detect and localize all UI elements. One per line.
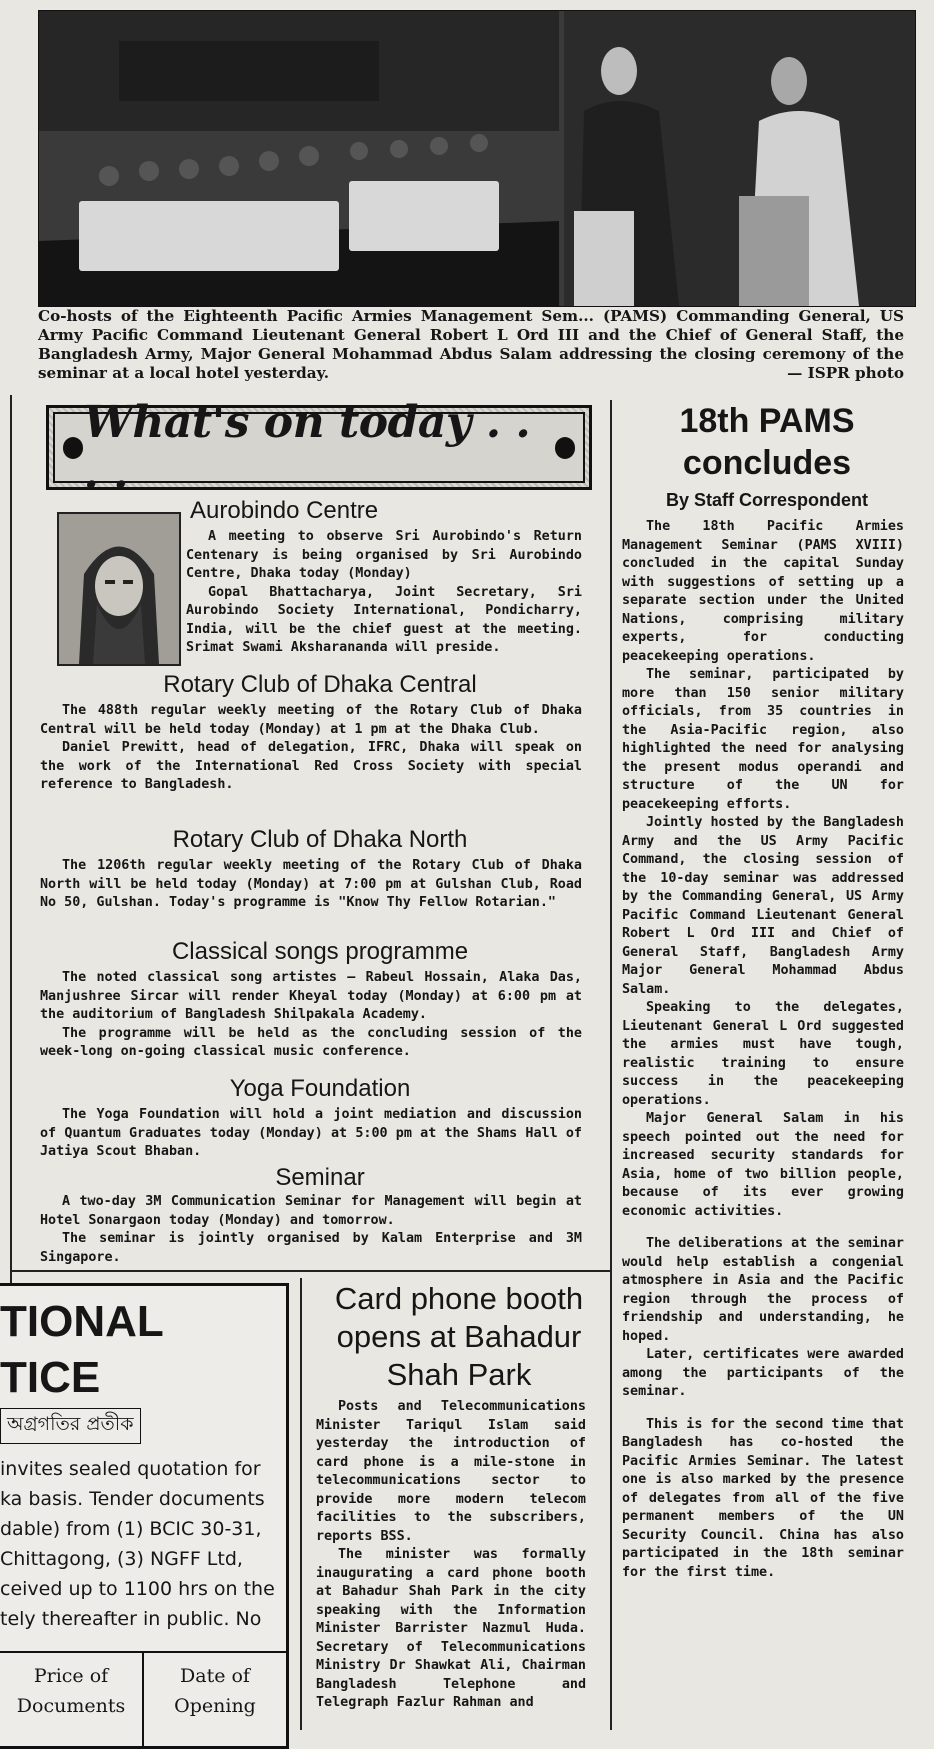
event-heading-yoga: Yoga Foundation <box>229 1075 411 1102</box>
article-paragraph: The minister was formally inaugurating a card phone booth at Bahadur Shah Park in the city speaking with the Information Minister Barrister Nazmul Huda. Secretary of Telecommunications Ministry Dr Shawkat Ali, Chairman Bangladesh Telephone and Telegraph Fazlur Rahman and <box>316 1547 586 1710</box>
article-paragraph: Speaking to the delegates, Lieutenant General L Ord suggested the armies must have tough, realistic training to ensure success in the peacekeeping operations. <box>622 1000 904 1108</box>
article-paragraph: Posts and Telecommunications Minister Tariqul Islam said yesterday the introduction of card phone is a mile-stone in telecommunications sector to provide more modern telecom facilities to the subscribers, reports BSS. <box>316 1399 586 1544</box>
event-body-yoga <box>40 1106 582 1162</box>
event-paragraph: A meeting to observe Sri Aurobindo's Return Centenary is being organised by Sri Aurobindo Centre, Dhaka today (Monday) <box>186 529 582 581</box>
pams-article-body <box>622 518 904 1582</box>
event-heading-seminar: Seminar <box>275 1164 365 1191</box>
event-body-seminar <box>40 1193 582 1267</box>
cardphone-article-body <box>316 1398 586 1713</box>
photo-credit: — ISPR photo <box>781 364 904 383</box>
left-edge-rule <box>10 395 12 1285</box>
pams-headline <box>622 400 912 484</box>
event-body-rotary-north <box>40 857 582 913</box>
notice-title-line1: TIONAL <box>0 1297 164 1346</box>
article-paragraph: This is for the second time that Bangladesh has co-hosted the Pacific Armies Seminar. The latest one is also marked by the presence of delegates from all of the five permanent members of the UN Security Council. China has also participated in the 18th seminar for the first time. <box>622 1416 904 1580</box>
section-rule <box>10 1270 610 1272</box>
event-body-classical <box>40 969 582 1062</box>
pams-headline-line1: 18th PAMS <box>679 402 855 440</box>
event-body-rotary-central <box>40 702 582 795</box>
notice-col-price: Price of Documents <box>16 1665 126 1717</box>
notice-line: invites sealed quotation for <box>0 1458 261 1480</box>
event-paragraph: Gopal Bhattacharya, Joint Secretary, Sri Aurobindo Society International, Pondicharry, India, will be the chief guest at the meeting. Srimat Swami Aksharananda will preside. <box>186 584 582 655</box>
photo-caption <box>38 307 904 383</box>
event-paragraph: The 488th regular weekly meeting of the Rotary Club of Dhaka Central will be held today (Monday) at 1 pm at the Dhaka Club. <box>40 703 582 737</box>
article-paragraph: The seminar, participated by more than 150 senior military officials, from 35 countries in the Asia-Pacific region, also highlighted the need for analysing the present modus operandi and structure of the UN for peacekeeping efforts. <box>622 667 904 812</box>
event-heading-rotary-north: Rotary Club of Dhaka North <box>172 826 468 853</box>
notice-line: tely thereafter in public. No <box>0 1608 262 1630</box>
caption-text: Co-hosts of the Eighteenth Pacific Armies Management Sem... (PAMS) Commanding General, US Army Pacific Command Lieutenant General Robert L Ord III and the Chief of General Staff, the Bangladesh Army, Major General Mohammad Abdus Salam addressing the closing ceremony of the seminar at a local hotel yesterday. <box>38 307 904 382</box>
article-paragraph: Major General Salam in his speech pointed out the need for increased security standards for Asia, home of two billion people, because of its ever growing economic activities. <box>622 1111 904 1219</box>
seminar-photo-illustration <box>39 11 915 306</box>
pams-headline-line2: concludes <box>682 444 852 482</box>
notice-table-header <box>0 1651 286 1748</box>
bullet-right-icon <box>555 437 575 459</box>
cardphone-headline: Card phone booth opens at Bahadur Shah Park <box>334 1281 584 1392</box>
seminar-photo <box>38 10 916 307</box>
event-heading-rotary-central: Rotary Club of Dhaka Central <box>163 671 477 698</box>
notice-bengali-tag: অগ্রগতির প্রতীক <box>0 1408 141 1444</box>
lower-column-divider <box>300 1278 302 1730</box>
notice-body <box>0 1454 286 1634</box>
portrait-illustration <box>59 514 179 664</box>
event-paragraph: The programme will be held as the concluding session of the week-long on-going classical music conference. <box>40 1025 582 1059</box>
notice-line: dable) from (1) BCIC 30-31, <box>0 1518 262 1540</box>
article-paragraph: Later, certificates were awarded among the participants of the seminar. <box>622 1347 904 1399</box>
event-heading-classical: Classical songs programme <box>171 938 469 965</box>
event-paragraph: The Yoga Foundation will hold a joint mediation and discussion of Quantum Graduates today (Monday) at 5:00 pm at the Shams Hall of Jatiya Scout Bhaban. <box>40 1107 582 1159</box>
notice-line: ka basis. Tender documents <box>0 1488 265 1510</box>
notice-line: Chittagong, (3) NGFF Ltd, <box>0 1548 243 1570</box>
event-paragraph: The seminar is jointly organised by Kalam Enterprise and 3M Singapore. <box>40 1231 582 1265</box>
column-divider <box>610 400 612 1730</box>
event-paragraph: The noted classical song artistes — Rabeul Hossain, Alaka Das, Manjushree Sircar will render Kheyal today (Monday) at 6:00 pm at the auditorium of Bangladesh Shilpakala Academy. <box>40 970 582 1022</box>
bullet-left-icon <box>63 437 83 459</box>
whats-on-banner <box>46 396 592 499</box>
event-paragraph: Daniel Prewitt, head of delegation, IFRC, Dhaka will speak on the work of the International Red Cross Society with special reference to Bangladesh. <box>40 740 582 792</box>
notice-title-line2: TICE <box>0 1353 101 1402</box>
event-paragraph: The 1206th regular weekly meeting of the Rotary Club of Dhaka North will be held today (Monday) at 7:00 pm at Gulshan Club, Road No 50, Gulshan. Today's programme is "Know Thy Fellow Rotarian." <box>40 858 582 910</box>
whats-on-title: What's on today . . . . <box>83 396 531 499</box>
tender-notice <box>0 1283 289 1749</box>
event-heading-aurobindo: Aurobindo Centre <box>190 497 379 524</box>
notice-col-date: Date of Opening <box>142 1653 286 1748</box>
article-paragraph: The 18th Pacific Armies Management Seminar (PAMS XVIII) concluded in the capital Sunday with suggestions of setting up a separate section under the United Nations, comprising military experts, for conducting peacekeeping operations. <box>622 519 904 664</box>
article-paragraph: Jointly hosted by the Bangladesh Army and the US Army Pacific Command, the closing session of the 10-day seminar was addressed by the Commanding General, US Army Pacific Command Lieutenant General Robert L Ord III and Chief of General Staff, Bangladesh Army Major General Mohammad Abdus Salam. <box>622 815 904 997</box>
event-body-aurobindo <box>186 528 582 658</box>
pams-byline: By Staff Correspondent <box>665 490 869 510</box>
aurobindo-portrait <box>57 512 181 666</box>
event-paragraph: A two-day 3M Communication Seminar for Management will begin at Hotel Sonargaon today (Monday) and tomorrow. <box>40 1194 582 1228</box>
notice-line: ceived up to 1100 hrs on the <box>0 1578 275 1600</box>
article-paragraph: The deliberations at the seminar would help establish a congenial atmosphere in Asia and the Pacific region through the process of friendship and understanding, he hoped. <box>622 1236 904 1344</box>
